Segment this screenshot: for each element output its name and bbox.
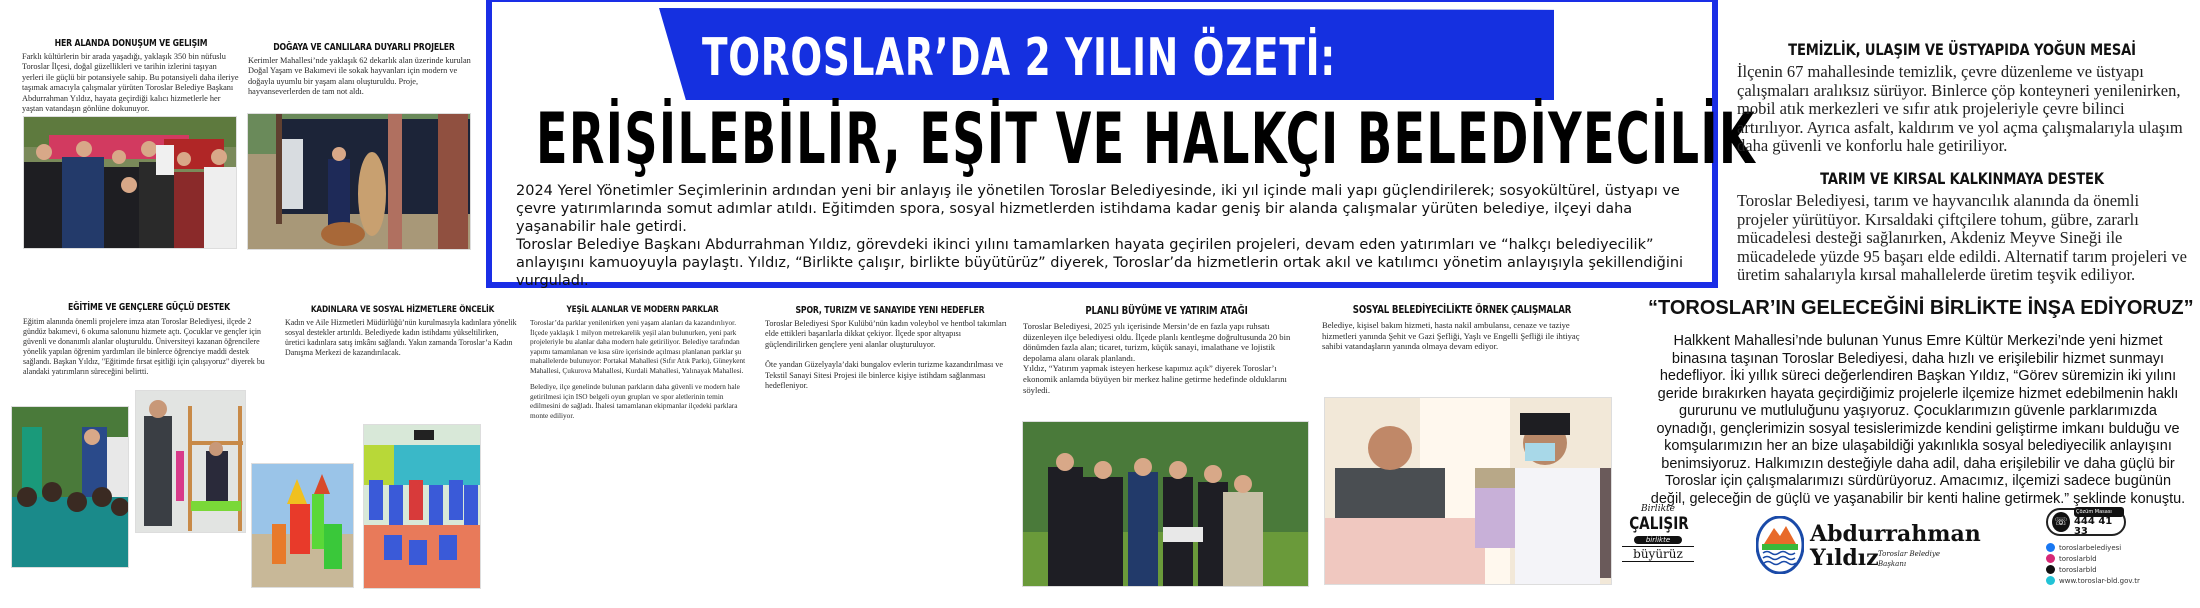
social-handle: toroslarbelediyesi (2059, 543, 2122, 552)
article-title: HER ALANDA DÖNÜŞÜM VE GELİŞİM (54, 38, 208, 49)
slogan-top: Birlikte (1641, 504, 1675, 514)
social-x[interactable] (2046, 564, 2140, 575)
article-title: DOĞAYA VE CANLILARA DUYARLI PROJELER (273, 42, 455, 53)
article-body-2: Yıldız, “Yatırım yapmak isteyen herkese kapımız açık” diyerek Toroslar’ı ekonomik anlamda büyüyen bir merkez haline getirme hedefinde olduklarını söyledi. (1023, 363, 1287, 395)
children-with-mayor-photo (11, 406, 129, 568)
playground-photo (251, 463, 354, 588)
quote-body: Halkkent Mahallesi’nde bulunan Yunus Emre Kültür Merkezi’nde yeni hizmet binasına taşınan Toroslar Belediyesi, daha hızlı ve erişilebilir hizmet sunmayı hedefliyor. İki yıllık süreci değerlendiren Başkan Yıldız, “Görev süremizin iki yılını geride bırakırken hayata geçirdiğimiz projelerle ilçemize hizmet edebilmenin haklı gururunu ve mutluluğunu yaşıyoruz. Çocuklarımızın güvenle parklarımızda oynadığı, gençlerimizin sosyal tesislerimizde kendini geliştirme imkanı bulduğu ve komşularımızın her an bize ulaşabildiği yakınlıkla sosyal belediyecilik anlayışını benimsiyoruz. Halkımızın desteğiyle daha adil, daha erişilebilir ve daha güçlü bir Toroslar için çalışmalarımızı sürdürüyoruz. Amacımız, ilçemizi sadece bugünün değil, geleceğin de güçlü ve yaşanabilir bir kenti haline getirmek.” şeklinde konuştu. (1650, 333, 2186, 507)
x-twitter-icon (2046, 565, 2055, 574)
web-globe-icon (2046, 576, 2055, 585)
social-instagram[interactable] (2046, 553, 2140, 564)
hotline-badge[interactable] (2046, 508, 2126, 536)
article-title: SOSYAL BELEDİYECİLİKTE ÖRNEK ÇALIŞMALAR (1352, 304, 1572, 316)
article-body-2: Öte yandan Güzelyayla’daki bungalov evlerin turizme kazandırılması ve Tekstil Sanayi Sitesi Projesi ile binlerce kişiye istihdam sağlanması hedefleniyor. (765, 360, 1004, 391)
article-nature (248, 42, 480, 98)
animal-shelter-dogs-photo (247, 113, 471, 250)
hotline-label: Çözüm Masası (2074, 507, 2124, 517)
article-body: Kerimler Mahallesi’nde yaklaşık 62 dekarlık alan üzerinde kurulan Doğal Yaşam ve Bakımevi ile sokak hayvanları için modern ve doğayla uyumlu bir yaşam alanı oluşturuldu. Proje, hayvanseverlerden de tam not aldı. (248, 56, 471, 97)
mayor-last-name: Yıldız (1810, 545, 1879, 571)
article-body: İlçenin 67 mahallesinde temizlik, çevre düzenleme ve üstyapı çalışmaları aralıksız sürüyor. Binlerce çöp konteyneri yenilenirken, mobil atık merkezleri ve sıfır atık projeleriyle çevre bilinci artırılıyor. Ayrıca asfalt, kaldırım ve yol açma çalışmalarıyla ulaşım daha güvenli ve konforlu hale getiriliyor. (1737, 62, 2183, 155)
slogan-middle: ÇALIŞIR (1629, 514, 1689, 534)
article-parks (530, 305, 755, 420)
article-women (285, 305, 520, 358)
instagram-icon (2046, 554, 2055, 563)
contact-block (2046, 508, 2186, 598)
article-cleaning (1737, 40, 2187, 156)
social-website[interactable] (2046, 575, 2140, 586)
article-body: Toroslar Belediyesi Spor Kulübü’nün kadın voleybol ve hentbol takımları elde ettikleri başarılarla dikkat çekiyor. İlçede spor altyapısı güçlendirilirken gençlere yeni alanlar oluşturuluyor. (765, 319, 1007, 349)
mayor-role-line-1: Toroslar Belediye (1878, 550, 1940, 558)
article-body: Eğitim alanında önemli projelere imza atan Toroslar Belediyesi, ilçede 2 gündüz bakımevi, 6 okuma salonunu hizmete açtı. Çocuklar ve gençler için güvenli ve donanımlı alanlar oluşturuldu. Üniversiteyi kazanan öğrencilere yönelik yapılan öğrenim yardımları ile binlerce öğrenciye maddi destek sağlandı. Başkan Yıldız, "Eğitimde fırsat eşitliği için çalışıyoruz" diyerek bu alandaki yatırımların süreceğini belirtti. (23, 317, 265, 376)
municipality-seal-icon (1756, 516, 1804, 574)
article-title: TEMİZLİK, ULAŞIM VE ÜSTYAPIDA YOĞUN MESAİ (1788, 40, 2136, 59)
article-title: KADINLARA VE SOSYAL HİZMETLERE ÖNCELİK (310, 305, 495, 315)
article-body: Kadın ve Aile Hizmetleri Müdürlüğü’nün kurulmasıyla kadınlara yönelik sosyal destekler artırıldı. Belediyede kadın istihdamı yükseltilirken, üretici kadınlara satış imkânı sağlandı. Yakın zamanda Toroslar’a Kadın Danışma Merkezi de kazandırılacak. (285, 318, 517, 357)
slogan-logo (1622, 504, 1694, 584)
mayor-first-name: Abdurrahman (1810, 521, 1981, 547)
headline-subtitle: ERİŞİLEBİLİR, EŞİT VE HALKÇI BELEDİYECİLİK (536, 98, 1756, 180)
quote-title: “TOROSLAR’IN GELECEĞİNİ BİRLİKTE İNŞA EDİYORUZ” (1648, 297, 2194, 319)
weaving-loom-photo (135, 390, 246, 533)
intro-paragraph: 2024 Yerel Yönetimler Seçimlerinin ardından yeni bir anlayış ile yönetilen Toroslar Belediyesinde, iki yıl içinde mali yapı güçlendirilerek; sosyokültürel, üstyapı ve çevre yatırımlarında somut adımlar atıldı. Eğitimden spora, sosyal hizmetlerden istihdama kadar geniş bir alanda çalışmalar yürüten belediye, ilçeyi daha yaşanabilir hale getirdi. (516, 183, 1680, 235)
home-care-visit-photo (1324, 397, 1612, 585)
article-title: YEŞİL ALANLAR VE MODERN PARKLAR (566, 305, 719, 315)
article-title: SPOR, TURİZM VE SANAYİDE YENİ HEDEFLER (795, 305, 985, 316)
article-title: PLANLI BÜYÜME VE YATIRIM ATAĞI (1085, 305, 1248, 317)
mayor-signature (1756, 516, 1981, 582)
site-visit-officials-photo (1022, 421, 1309, 587)
article-body-2: Belediye, ilçe genelinde bulunan parkların daha güvenli ve modern hale getirilmesi için ISO belgeli oyun grupları ve spor aletlerinin temin edilmesini de sağladı. İhalesi tamamlanan ekipmanlar ilçedeki parklara monte ediliyor. (530, 382, 740, 420)
article-body: Toroslar Belediyesi, 2025 yılı içerisinde Mersin’de en fazla yapı ruhsatı düzenleyen ilçe belediyesi oldu. İlçede planlı kentleşme doğrultusunda 20 bin dönümden fazla alan; ticaret, turizm, küçük sanayi, imalathane ve lojistik depolama alanı olarak planlandı. (1023, 321, 1291, 363)
intro-paragraph: Toroslar Belediye Başkanı Abdurrahman Yıldız, görevdeki ikinci yılını tamamlarken hayata geçirilen projeleri, devam eden yatırımları ve “halkçı belediyecilik” anlayışını kamuoyuyla paylaştı. Yıldız, “Birlikte çalışır, birlikte büyütürüz” diyerek, Toroslar’da hizmetlerin ortak akıl ve katılımcı yönetim anlayışıyla şekillendiğini vurguladı. (516, 237, 1684, 289)
article-education (23, 302, 275, 377)
article-title: TARIM VE KIRSAL KALKINMAYA DESTEK (1820, 169, 2104, 188)
article-sports (765, 305, 1015, 391)
article-transformation (22, 38, 240, 114)
headline-banner-title: TOROSLAR’DA 2 YILIN ÖZETİ: (702, 28, 1336, 88)
slogan-badge: birlikte (1634, 536, 1682, 544)
headline-intro (516, 182, 1696, 290)
article-agriculture (1737, 169, 2187, 285)
hotline-number: 444 41 33 (2073, 516, 2113, 537)
article-body: Toroslar Belediyesi, tarım ve hayvancılık alanında da önemli projeler yürütüyor. Kırsaldaki çiftçilere tohum, gübre, zararlı mücadelesi desteği sağlanırken, Akdeniz Meyve Sineği ile mücadelede yüzde 95 başarı elde edildi. Alternatif tarım projeleri ve üretim sahalarıyla kırsal mahallelerde üretim teşvik ediliyor. (1737, 191, 2187, 284)
facebook-icon (2046, 543, 2055, 552)
mayor-role-line-2: Başkanı (1878, 560, 1907, 568)
article-growth (1023, 305, 1310, 395)
social-handle: toroslarbld (2059, 554, 2097, 563)
article-body: Toroslar’da parklar yenilenirken yeni yaşam alanları da kazandırılıyor. İlçede yaklaşık 1 milyon metrekarelik yeşil alan bulunurken, yeni park projeleriyle bu alanlar daha modern hale getiriliyor. Belediye tarafından yapımı tamamlanan ve kısa süre içerisinde açılması planlanan parklar şu mahallelerde bulunuyor: Portakal Mahallesi (Sıfır Atık Parkı), Güneykent Mahallesi, Çukurova Mahallesi, Kurdali Mahallesi, Yalınayak Mahallesi. (530, 318, 746, 375)
article-quote (1648, 297, 2194, 508)
article-social (1322, 304, 1602, 352)
social-facebook[interactable] (2046, 542, 2140, 553)
article-body: Belediye, kişisel bakım hizmeti, hasta nakil ambulansı, cenaze ve taziye hizmetleri yanında Şehit ve Gazi Şefliği, Yaşlı ve Engelli Şefliği ile ihtiyaç sahibi vatandaşların yanında olmaya devam ediyor. (1322, 320, 1580, 352)
phone-icon: ☏ (2052, 512, 2070, 532)
social-handle: toroslarbld (2059, 565, 2097, 574)
slogan-bottom: büyürüz (1622, 546, 1694, 562)
volleyball-team-photo (363, 424, 481, 589)
article-body: Farklı kültürlerin bir arada yaşadığı, yaklaşık 350 bin nüfuslu Toroslar İlçesi, doğal güzellikleri ve tarihin izlerini taşıyan yerleri ile güçlü bir potansiyele sahip. Bu potansiyeli daha ileriye taşımak amacıyla çalışmalar yürüten Toroslar Belediye Başkanı Abdurrahman Yıldız, hayata geçirdiği kalıcı hizmetlerle her yaştan vatandaşın gönlüne dokunuyor. (22, 52, 239, 114)
social-handle: www.toroslar-bld.gov.tr (2059, 576, 2140, 585)
article-title: EĞİTİME VE GENÇLERE GÜÇLÜ DESTEK (68, 302, 230, 313)
group-of-citizens-photo (23, 116, 237, 249)
headline-frame (486, 0, 1756, 289)
